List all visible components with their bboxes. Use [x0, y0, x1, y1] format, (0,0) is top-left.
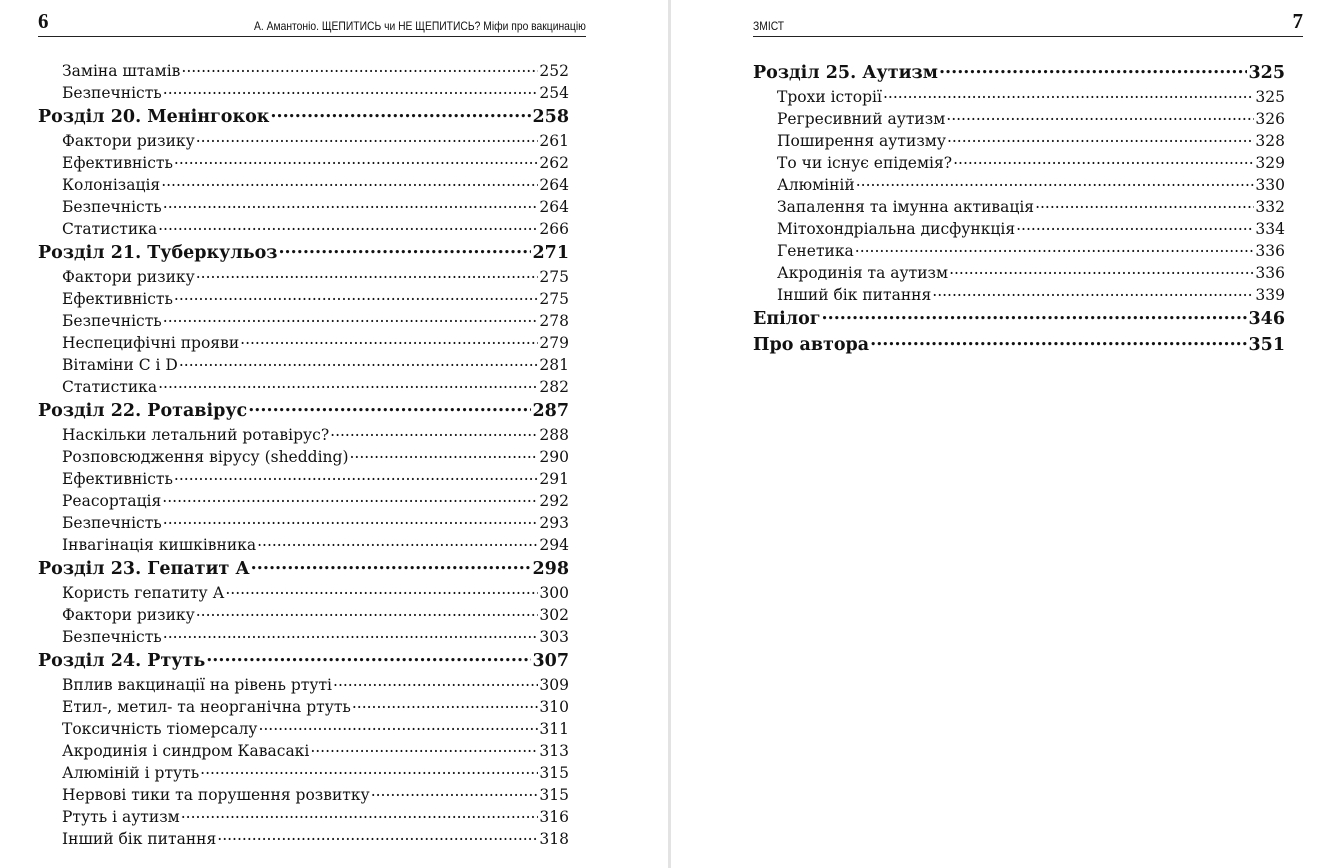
toc-entry-page: 332	[1255, 198, 1285, 216]
page-number: 6	[38, 9, 49, 33]
dot-leader	[163, 83, 539, 99]
toc-entry-title: Інший бік питання	[62, 830, 217, 848]
dot-leader	[158, 219, 538, 235]
toc-entry-page: 287	[532, 401, 569, 421]
toc-section-entry	[38, 784, 569, 806]
toc-section-entry	[753, 86, 1285, 108]
toc-section-entry	[38, 376, 569, 398]
toc-entry-title: Статистика	[62, 220, 158, 238]
toc-entry-page: 292	[539, 492, 569, 510]
toc-section-entry	[38, 446, 569, 468]
toc-section-entry	[38, 534, 569, 556]
toc-entry-title: Інвагінація кишківника	[62, 536, 257, 554]
right-page	[671, 0, 1333, 868]
dot-leader	[350, 447, 539, 463]
toc-entry-page: 291	[539, 470, 569, 488]
toc-entry-title: Неспецифічні прояви	[62, 334, 240, 352]
toc-entry-page: 336	[1255, 264, 1285, 282]
toc-entry-page: 311	[539, 720, 569, 738]
toc-section-entry	[753, 130, 1285, 152]
toc-section-entry	[38, 490, 569, 512]
toc-entry-title: Безпечність	[62, 312, 162, 330]
dot-leader	[1035, 197, 1254, 213]
toc-entry-title: Ефективність	[62, 470, 173, 488]
right-page-header	[753, 9, 1303, 37]
toc-entry-title: Реасортація	[62, 492, 162, 510]
toc-entry-title: Розділ 22. Ротавірус	[38, 401, 248, 421]
toc-entry-title: Нервові тики та порушення розвитку	[62, 786, 370, 804]
toc-entry-title: Розповсюдження вірусу (shedding)	[62, 448, 349, 466]
toc-section-entry	[38, 626, 569, 648]
toc-section-entry	[38, 718, 569, 740]
dot-leader	[196, 605, 539, 621]
toc-entry-page: 346	[1248, 309, 1285, 329]
dot-leader	[206, 649, 531, 667]
toc-chapter-entry	[753, 306, 1285, 332]
toc-entry-page: 264	[539, 176, 569, 194]
dot-leader	[248, 399, 531, 417]
dot-leader	[217, 829, 538, 845]
toc-section-entry	[753, 174, 1285, 196]
toc-entry-title: Акродинія та аутизм	[777, 264, 949, 282]
toc-entry-page: 330	[1255, 176, 1285, 194]
dot-leader	[310, 741, 538, 757]
toc-section-entry	[38, 604, 569, 626]
toc-entry-page: 325	[1248, 63, 1285, 83]
table-of-contents	[753, 60, 1285, 358]
toc-entry-title: Розділ 24. Ртуть	[38, 651, 206, 671]
dot-leader	[163, 627, 539, 643]
toc-chapter-entry	[753, 332, 1285, 358]
toc-section-entry	[38, 696, 569, 718]
dot-leader	[870, 333, 1247, 351]
dot-leader	[179, 355, 539, 371]
toc-entry-title: Фактори ризику	[62, 606, 195, 624]
dot-leader	[163, 513, 539, 529]
toc-entry-page: 329	[1255, 154, 1285, 172]
toc-section-entry	[38, 828, 569, 850]
toc-entry-title: Трохи історії	[777, 88, 882, 106]
toc-entry-title: То чи існує епідемія?	[777, 154, 953, 172]
toc-entry-title: Розділ 20. Менінгокок	[38, 107, 270, 127]
toc-section-entry	[38, 354, 569, 376]
dot-leader	[251, 557, 532, 575]
toc-section-entry	[38, 60, 569, 82]
toc-entry-page: 275	[539, 268, 569, 286]
dot-leader	[225, 583, 538, 599]
toc-entry-page: 282	[539, 378, 569, 396]
toc-section-entry	[38, 582, 569, 604]
page-number: 7	[1292, 9, 1303, 33]
toc-entry-title: Наскільки летальний ротавірус?	[62, 426, 330, 444]
toc-entry-title: Безпечність	[62, 84, 162, 102]
dot-leader	[330, 425, 538, 441]
toc-entry-title: Регресивний аутизм	[777, 110, 946, 128]
toc-entry-page: 310	[539, 698, 569, 716]
dot-leader	[163, 197, 539, 213]
toc-section-entry	[753, 152, 1285, 174]
toc-entry-title: Розділ 21. Туберкульоз	[38, 243, 278, 263]
toc-section-entry	[38, 762, 569, 784]
toc-entry-page: 290	[539, 448, 569, 466]
toc-chapter-entry	[38, 398, 569, 424]
toc-section-entry	[753, 218, 1285, 240]
toc-entry-page: 316	[539, 808, 569, 826]
dot-leader	[200, 763, 538, 779]
dot-leader	[161, 175, 538, 191]
dot-leader	[174, 469, 538, 485]
toc-entry-page: 326	[1255, 110, 1285, 128]
toc-entry-page: 275	[539, 290, 569, 308]
toc-entry-page: 254	[539, 84, 569, 102]
dot-leader	[174, 153, 538, 169]
toc-entry-page: 318	[539, 830, 569, 848]
toc-section-entry	[38, 740, 569, 762]
dot-leader	[270, 105, 531, 123]
toc-entry-page: 298	[532, 559, 569, 579]
toc-entry-page: 281	[539, 356, 569, 374]
left-page-header	[38, 9, 586, 37]
toc-section-entry	[38, 82, 569, 104]
dot-leader	[1016, 219, 1254, 235]
toc-entry-page: 351	[1248, 335, 1285, 355]
toc-entry-title: Про автора	[753, 335, 870, 355]
toc-entry-page: 261	[539, 132, 569, 150]
dot-leader	[947, 131, 1254, 147]
toc-section-entry	[753, 262, 1285, 284]
dot-leader	[258, 719, 538, 735]
toc-entry-title: Вітаміни C і D	[62, 356, 178, 374]
dot-leader	[946, 109, 1254, 125]
dot-leader	[953, 153, 1254, 169]
toc-chapter-entry	[38, 648, 569, 674]
toc-section-entry	[38, 310, 569, 332]
toc-entry-page: 266	[539, 220, 569, 238]
toc-entry-title: Ефективність	[62, 154, 173, 172]
toc-entry-title: Безпечність	[62, 514, 162, 532]
toc-section-entry	[38, 174, 569, 196]
dot-leader	[163, 311, 539, 327]
dot-leader	[939, 61, 1248, 79]
toc-section-entry	[753, 108, 1285, 130]
toc-entry-page: 313	[539, 742, 569, 760]
toc-entry-title: Фактори ризику	[62, 132, 195, 150]
dot-leader	[240, 333, 538, 349]
toc-entry-page: 293	[539, 514, 569, 532]
toc-entry-page: 278	[539, 312, 569, 330]
toc-entry-page: 264	[539, 198, 569, 216]
toc-entry-page: 334	[1255, 220, 1285, 238]
dot-leader	[371, 785, 539, 801]
toc-entry-title: Інший бік питання	[777, 286, 932, 304]
dot-leader	[352, 697, 539, 713]
toc-entry-page: 258	[532, 107, 569, 127]
toc-entry-page: 252	[539, 62, 569, 80]
toc-entry-page: 303	[539, 628, 569, 646]
toc-entry-title: Безпечність	[62, 628, 162, 646]
toc-entry-title: Розділ 25. Аутизм	[753, 63, 938, 83]
toc-entry-title: Ефективність	[62, 290, 173, 308]
dot-leader	[855, 241, 1255, 257]
toc-entry-title: Заміна штамів	[62, 62, 181, 80]
toc-chapter-entry	[753, 60, 1285, 86]
toc-entry-page: 328	[1255, 132, 1285, 150]
toc-entry-page: 309	[539, 676, 569, 694]
toc-entry-page: 302	[539, 606, 569, 624]
toc-entry-title: Алюміній	[777, 176, 855, 194]
dot-leader	[949, 263, 1254, 279]
dot-leader	[932, 285, 1254, 301]
dot-leader	[822, 307, 1248, 325]
toc-section-entry	[38, 424, 569, 446]
toc-section-entry	[753, 284, 1285, 306]
toc-entry-page: 315	[539, 764, 569, 782]
toc-section-entry	[38, 332, 569, 354]
toc-entry-title: Користь гепатиту А	[62, 584, 225, 602]
toc-entry-title: Поширення аутизму	[777, 132, 946, 150]
toc-entry-page: 271	[532, 243, 569, 263]
toc-entry-title: Запалення та імунна активація	[777, 198, 1035, 216]
toc-entry-title: Статистика	[62, 378, 158, 396]
dot-leader	[162, 491, 538, 507]
dot-leader	[278, 241, 531, 259]
toc-section-entry	[38, 288, 569, 310]
toc-entry-page: 336	[1255, 242, 1285, 260]
running-header: ЗМІСТ	[753, 19, 785, 33]
toc-entry-title: Епілог	[753, 309, 821, 329]
toc-entry-title: Токсичність тіомерсалу	[62, 720, 258, 738]
toc-section-entry	[753, 240, 1285, 262]
toc-section-entry	[38, 512, 569, 534]
toc-entry-title: Генетика	[777, 242, 854, 260]
dot-leader	[174, 289, 538, 305]
dot-leader	[257, 535, 538, 551]
dot-leader	[181, 807, 539, 823]
toc-section-entry	[38, 196, 569, 218]
toc-section-entry	[38, 468, 569, 490]
dot-leader	[181, 61, 538, 77]
table-of-contents	[38, 60, 569, 850]
toc-section-entry	[38, 266, 569, 288]
toc-section-entry	[38, 218, 569, 240]
dot-leader	[196, 267, 539, 283]
toc-entry-page: 339	[1255, 286, 1285, 304]
toc-section-entry	[753, 196, 1285, 218]
toc-entry-title: Безпечність	[62, 198, 162, 216]
toc-chapter-entry	[38, 104, 569, 130]
toc-section-entry	[38, 674, 569, 696]
toc-entry-page: 288	[539, 426, 569, 444]
toc-entry-page: 315	[539, 786, 569, 804]
dot-leader	[883, 87, 1254, 103]
dot-leader	[333, 675, 538, 691]
toc-entry-title: Колонізація	[62, 176, 161, 194]
toc-section-entry	[38, 806, 569, 828]
toc-entry-title: Етил-, метил- та неорганічна ртуть	[62, 698, 351, 716]
toc-entry-title: Мітохондріальна дисфункція	[777, 220, 1016, 238]
toc-entry-title: Фактори ризику	[62, 268, 195, 286]
toc-entry-page: 307	[532, 651, 569, 671]
dot-leader	[196, 131, 539, 147]
toc-entry-page: 300	[539, 584, 569, 602]
toc-chapter-entry	[38, 240, 569, 266]
toc-section-entry	[38, 130, 569, 152]
dot-leader	[856, 175, 1255, 191]
toc-entry-title: Вплив вакцинації на рівень ртуті	[62, 676, 333, 694]
toc-entry-page: 262	[539, 154, 569, 172]
toc-entry-page: 294	[539, 536, 569, 554]
toc-section-entry	[38, 152, 569, 174]
toc-entry-title: Алюміній і ртуть	[62, 764, 200, 782]
toc-entry-title: Розділ 23. Гепатит А	[38, 559, 250, 579]
toc-entry-page: 279	[539, 334, 569, 352]
running-header: А. Амантоніо. ЩЕПИТИСЬ чи НЕ ЩЕПИТИСЬ? Міфи про вакцинацію	[254, 19, 586, 33]
toc-chapter-entry	[38, 556, 569, 582]
dot-leader	[158, 377, 538, 393]
toc-entry-title: Акродинія і синдром Кавасакі	[62, 742, 310, 760]
toc-entry-title: Ртуть і аутизм	[62, 808, 180, 826]
toc-entry-page: 325	[1255, 88, 1285, 106]
